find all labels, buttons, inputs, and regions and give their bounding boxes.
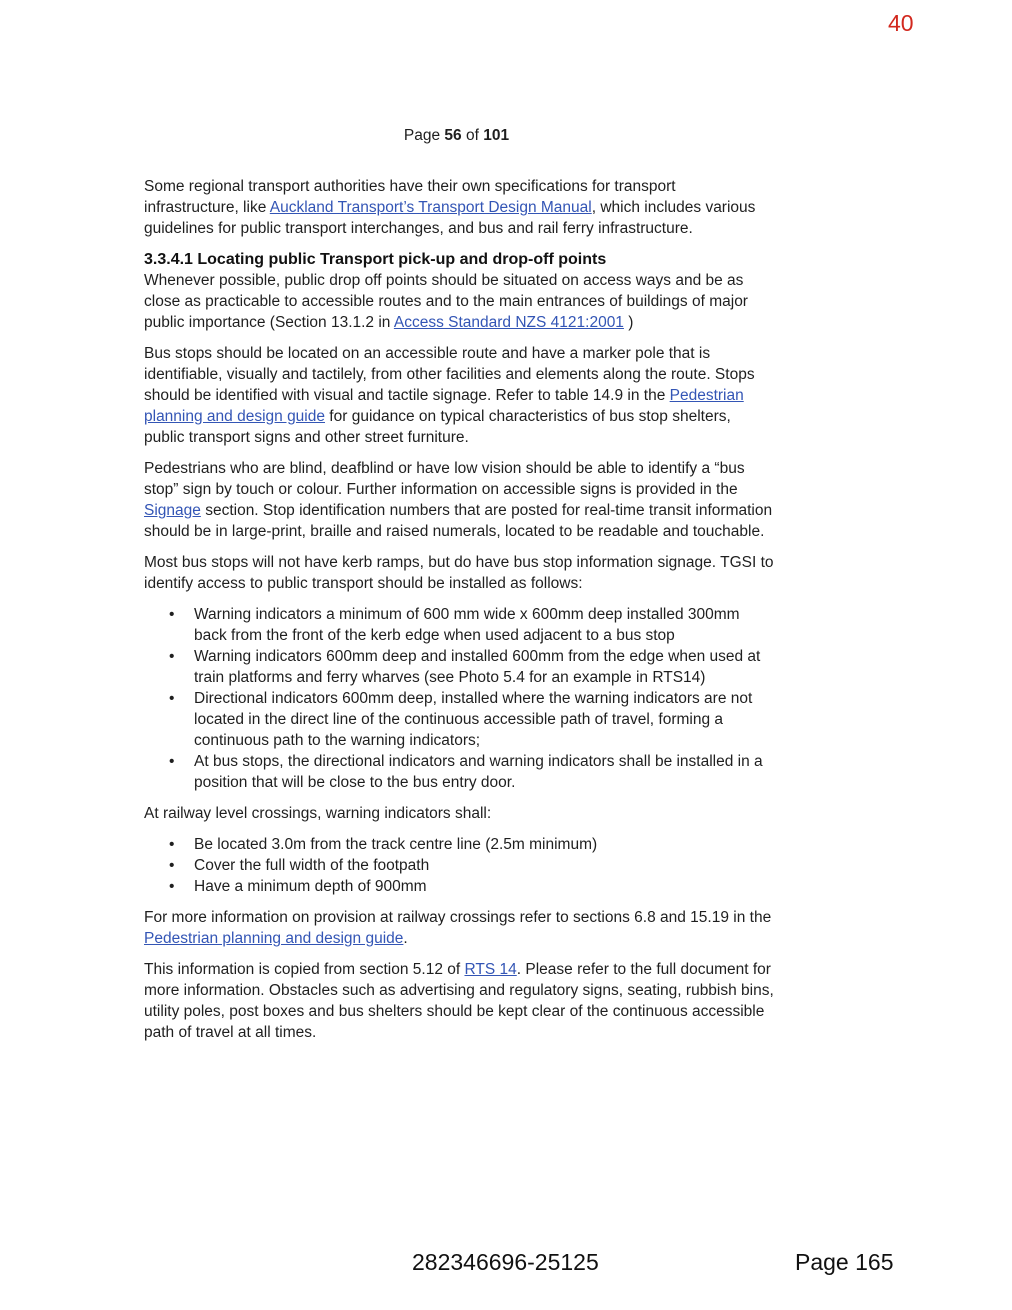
page-middle: of [461, 127, 484, 144]
p7-text: This information is copied from section 5.12 of [144, 961, 465, 978]
auckland-transport-link[interactable]: Auckland Transport’s Transport Design Manual [269, 199, 592, 216]
railway-list [144, 834, 774, 897]
p6-text-after: . [403, 930, 408, 947]
list-item: • Cover the full width of the footpath [194, 855, 774, 876]
access-standard-link[interactable]: Access Standard NZS 4121:2001 [393, 314, 624, 331]
p6-text: For more information on provision at railway crossings refer to sections 6.8 and 15.19 in the [144, 909, 772, 926]
page-header [0, 127, 913, 145]
footer-document-id: 282346696-25125 [412, 1249, 599, 1275]
pedestrian-guide-link[interactable]: Pedestrian planning and design guide [144, 387, 744, 425]
p2-text: Bus stops should be located on an accessible route and have a marker pole that is identifiable, visually and tactilely, from other facilities and elements along the route. Stops should be identified with visual and tactile signage. Refer to table 14.9 in the [144, 345, 755, 404]
page-total: 101 [483, 127, 510, 144]
list-item: • At bus stops, the directional indicators and warning indicators shall be installed in a position that will be close to the bus entry door. [194, 751, 774, 793]
paragraph-bus-stops [144, 343, 774, 448]
list-item: • Warning indicators a minimum of 600 mm wide x 600mm deep installed 300mm back from the front of the kerb edge when used adjacent to a bus stop [194, 604, 774, 646]
paragraph-railway: At railway level crossings, warning indicators shall: [144, 805, 492, 822]
intro-text: Some regional transport authorities have their own specifications for transport infrastructure, like [144, 178, 676, 216]
p3-text: Pedestrians who are blind, deafblind or have low vision should be able to identify a “bus stop” sign by touch or colour. Further information on accessible signs is provided in the [144, 460, 745, 498]
list-item: • Warning indicators 600mm deep and installed 600mm from the edge when used at train platforms and ferry wharves (see Photo 5.4 for an example in RTS14) [194, 646, 774, 688]
page-prefix: Page [403, 127, 445, 144]
signage-link[interactable]: Signage [144, 502, 201, 519]
section-heading: 3.3.4.1 Locating public Transport pick-up and drop-off points [144, 251, 607, 268]
paragraph-drop-off [144, 270, 774, 333]
p7-text-after: . Please refer to the full document for more information. Obstacles such as advertising and regulatory signs, seating, rubbish bins, utility poles, post boxes and bus shelters should be kept clear of the continuous accessible path of travel at all times. [144, 961, 774, 1041]
p2-text-after: for guidance on typical characteristics of bus stop shelters, public transport signs and other street furniture. [144, 408, 731, 446]
p1-text-after: ) [623, 314, 634, 331]
paragraph-more-info [144, 907, 774, 949]
intro-paragraph [144, 176, 774, 239]
page-current: 56 [444, 127, 462, 144]
corner-page-number: 40 [888, 10, 914, 36]
tgsi-list [144, 604, 774, 793]
intro-text-after: , which includes various guidelines for public transport interchanges, and bus and rail ferry infrastructure. [144, 199, 756, 237]
paragraph-low-vision [144, 458, 774, 542]
document-body [144, 176, 774, 1053]
paragraph-tgsi-intro: Most bus stops will not have kerb ramps, but do have bus stop information signage. TGSI to identify access to public transport should be installed as follows: [144, 554, 774, 592]
p3-text-after: section. Stop identification numbers that are posted for real-time transit information should be in large-print, braille and raised numerals, located to be readable and touchable. [144, 502, 773, 540]
list-item: • Be located 3.0m from the track centre line (2.5m minimum) [194, 834, 774, 855]
list-item: • Have a minimum depth of 900mm [194, 876, 774, 897]
footer-page-label: Page 165 [795, 1249, 894, 1275]
pedestrian-guide-link-2[interactable]: Pedestrian planning and design guide [144, 930, 404, 947]
rts14-link[interactable]: RTS 14 [464, 961, 517, 978]
p1-text: Whenever possible, public drop off points should be situated on access ways and be as close as practicable to accessible routes and to the main entrances of buildings of major public importance (Section 13.1.2 in [144, 272, 748, 331]
paragraph-rts14 [144, 959, 774, 1043]
list-item: • Directional indicators 600mm deep, installed where the warning indicators are not located in the direct line of the continuous accessible path of travel, forming a continuous path to the warning indicators; [194, 688, 774, 751]
